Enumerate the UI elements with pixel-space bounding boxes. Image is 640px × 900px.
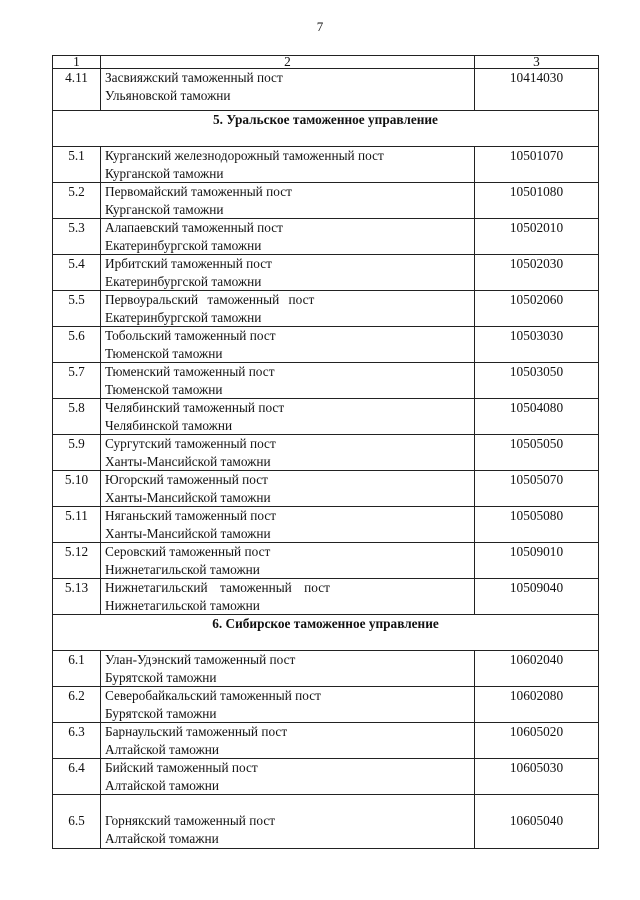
column-header-2: 2 — [101, 56, 475, 69]
post-name-line2: Екатеринбургской таможни — [105, 309, 262, 325]
column-header-1: 1 — [53, 56, 101, 69]
row-number: 5.12 — [53, 543, 101, 579]
post-name-line1: Курганский железнодорожный таможенный пост — [105, 148, 384, 163]
post-name — [101, 69, 475, 111]
post-code: 10502030 — [475, 255, 599, 291]
table-row — [53, 795, 599, 849]
post-name-line2: Ханты-Мансийской таможни — [105, 453, 271, 469]
post-name — [101, 795, 475, 849]
post-name-line2: Екатеринбургской таможни — [105, 273, 262, 289]
post-name-line1: Югорский таможенный пост — [105, 472, 268, 487]
post-name — [101, 219, 475, 255]
post-name — [101, 507, 475, 543]
post-name-line1: Тобольский таможенный пост — [105, 328, 276, 343]
post-code: 10605020 — [475, 723, 599, 759]
row-number: 5.7 — [53, 363, 101, 399]
row-number: 4.11 — [53, 69, 101, 111]
post-name-line1: Нижнетагильский таможенный пост — [105, 580, 330, 595]
section-title: 6. Сибирское таможенное управление — [53, 615, 599, 651]
post-name-line1: Бийский таможенный пост — [105, 760, 258, 775]
table-row — [53, 183, 599, 219]
post-name-line2: Алтайской таможни — [105, 777, 220, 793]
post-name-line2: Ульяновской таможни — [105, 87, 231, 103]
post-name-line1: Засвияжский таможенный пост — [105, 70, 283, 85]
row-number: 5.11 — [53, 507, 101, 543]
table-row — [53, 291, 599, 327]
post-code: 10505080 — [475, 507, 599, 543]
post-name-line1: Няганьский таможенный пост — [105, 508, 277, 523]
post-code: 10509040 — [475, 579, 599, 615]
post-name — [101, 759, 475, 795]
table-row — [53, 147, 599, 183]
post-name-line2: Ханты-Мансийской таможни — [105, 525, 271, 541]
post-code: 10502010 — [475, 219, 599, 255]
post-name-line1: Серовский таможенный пост — [105, 544, 271, 559]
section-header-row — [53, 111, 599, 147]
post-name-line1: Ирбитский таможенный пост — [105, 256, 272, 271]
table-row — [53, 723, 599, 759]
post-code: 10502060 — [475, 291, 599, 327]
table-row — [53, 69, 599, 111]
table-row — [53, 255, 599, 291]
row-number: 5.5 — [53, 291, 101, 327]
post-name-line2: Алтайской таможни — [105, 741, 220, 757]
post-name — [101, 435, 475, 471]
row-number: 5.13 — [53, 579, 101, 615]
post-code: 10503030 — [475, 327, 599, 363]
post-name-line1: Горнякский таможенный пост — [105, 813, 276, 828]
section-header-row — [53, 615, 599, 651]
post-code: 10605030 — [475, 759, 599, 795]
table-row — [53, 579, 599, 615]
post-name-line2: Ханты-Мансийской таможни — [105, 489, 271, 505]
post-name-line2: Тюменской таможни — [105, 345, 223, 361]
table-row — [53, 471, 599, 507]
post-name-line2: Челябинской таможни — [105, 417, 233, 433]
row-number: 5.6 — [53, 327, 101, 363]
post-name — [101, 363, 475, 399]
row-number: 5.2 — [53, 183, 101, 219]
post-code: 10509010 — [475, 543, 599, 579]
post-code: 10414030 — [475, 69, 599, 111]
table-row — [53, 327, 599, 363]
post-name-line2: Бурятской таможни — [105, 705, 217, 721]
post-name — [101, 723, 475, 759]
row-number: 6.2 — [53, 687, 101, 723]
row-number: 6.3 — [53, 723, 101, 759]
post-name-line2: Курганской таможни — [105, 165, 224, 181]
column-header-3: 3 — [475, 56, 599, 69]
table-row — [53, 687, 599, 723]
post-name — [101, 579, 475, 615]
post-name-line1: Барнаульский таможенный пост — [105, 724, 288, 739]
post-code: 10501080 — [475, 183, 599, 219]
section-title: 5. Уральское таможенное управление — [53, 111, 599, 147]
post-code: 10504080 — [475, 399, 599, 435]
post-name-line1: Первомайский таможенный пост — [105, 184, 292, 199]
post-name-line1: Улан-Удэнский таможенный пост — [105, 652, 296, 667]
post-name — [101, 183, 475, 219]
row-number: 6.4 — [53, 759, 101, 795]
post-name-line1: Алапаевский таможенный пост — [105, 220, 283, 235]
row-number: 6.1 — [53, 651, 101, 687]
table-row — [53, 219, 599, 255]
post-name-line1: Первоуральский таможенный пост — [105, 292, 315, 307]
post-name — [101, 399, 475, 435]
post-name-line2: Бурятской таможни — [105, 669, 217, 685]
post-code: 10503050 — [475, 363, 599, 399]
post-name — [101, 327, 475, 363]
table-row — [53, 399, 599, 435]
table-row — [53, 507, 599, 543]
post-name — [101, 687, 475, 723]
post-code: 10505050 — [475, 435, 599, 471]
post-code: 10602080 — [475, 687, 599, 723]
post-code: 10605040 — [475, 795, 599, 849]
page-number: 7 — [316, 19, 324, 34]
column-number-header-row — [53, 56, 599, 69]
row-number: 5.8 — [53, 399, 101, 435]
post-name — [101, 651, 475, 687]
post-code: 10501070 — [475, 147, 599, 183]
post-name-line2: Екатеринбургской таможни — [105, 237, 262, 253]
post-name-line2: Курганской таможни — [105, 201, 224, 217]
customs-posts-table — [52, 55, 599, 849]
row-number: 5.9 — [53, 435, 101, 471]
post-name-line1: Северобайкальский таможенный пост — [105, 688, 321, 703]
post-name-line1: Тюменский таможенный пост — [105, 364, 275, 379]
table-row — [53, 759, 599, 795]
post-code: 10505070 — [475, 471, 599, 507]
table-row — [53, 435, 599, 471]
post-name — [101, 291, 475, 327]
post-name — [101, 147, 475, 183]
table-row — [53, 363, 599, 399]
post-name-line2: Нижнетагильской таможни — [105, 597, 260, 613]
post-name — [101, 255, 475, 291]
row-number: 5.10 — [53, 471, 101, 507]
row-number: 5.1 — [53, 147, 101, 183]
post-name-line2: Тюменской таможни — [105, 381, 223, 397]
post-name-line1: Челябинский таможенный пост — [105, 400, 285, 415]
post-name — [101, 471, 475, 507]
post-name-line2: Нижнетагильской таможни — [105, 561, 260, 577]
post-name — [101, 543, 475, 579]
post-name-line2: Алтайской томажни — [105, 830, 219, 846]
post-name-line1: Сургутский таможенный пост — [105, 436, 276, 451]
post-code: 10602040 — [475, 651, 599, 687]
row-number: 5.3 — [53, 219, 101, 255]
row-number: 5.4 — [53, 255, 101, 291]
row-number: 6.5 — [53, 795, 101, 849]
table-row — [53, 651, 599, 687]
table-row — [53, 543, 599, 579]
